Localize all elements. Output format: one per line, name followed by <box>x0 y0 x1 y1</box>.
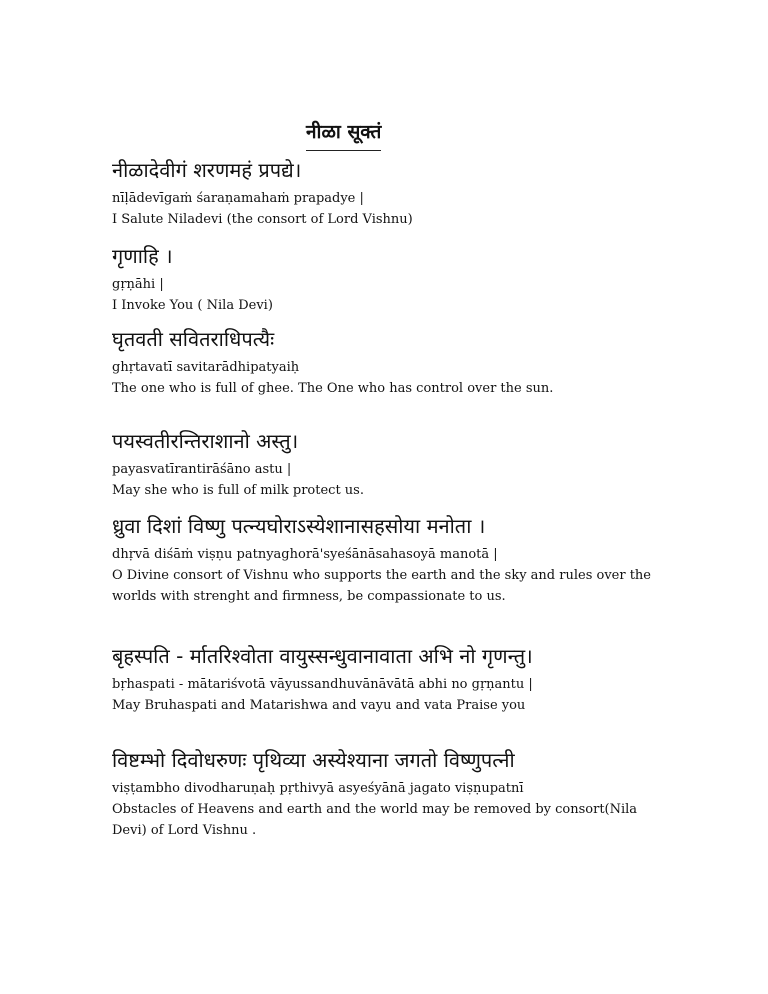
verse-devanagari: गृणाहि । <box>112 244 173 268</box>
verse-translation: I Invoke You ( Nila Devi) <box>112 298 273 313</box>
verse-4 <box>112 428 672 501</box>
verse-6 <box>112 643 672 716</box>
verse-5 <box>112 513 672 607</box>
verse-devanagari: घृतवती सवितराधिपत्यैः <box>112 327 275 351</box>
verse-devanagari: नीळादेवीगं शरणमहं प्रपद्ये। <box>112 158 302 182</box>
document-title: नीळा सूक्तं <box>306 118 381 151</box>
verse-transliteration: viṣṭambho divodharuṇaḥ pṛthivyā asyeśyānā jagato viṣṇupatnī <box>112 781 524 796</box>
verse-transliteration: gṛṇāhi | <box>112 277 164 292</box>
verse-translation: May she who is full of milk protect us. <box>112 483 364 498</box>
verse-2 <box>112 243 672 316</box>
verse-transliteration: payasvatīrantirāśāno astu | <box>112 462 292 477</box>
verse-transliteration: dhṛvā diśāṁ viṣṇu patnyaghorā'syeśānāsahasoyā manotā | <box>112 547 498 562</box>
verse-1 <box>112 157 672 230</box>
verse-devanagari: विष्टम्भो दिवोधरुणः पृथिव्या अस्येश्याना जगतो विष्णुपत्नी <box>112 748 515 772</box>
verse-transliteration: nīḷādevīgaṁ śaraṇamahaṁ prapadye | <box>112 191 364 206</box>
verse-7 <box>112 747 672 841</box>
verse-translation: May Bruhaspati and Matarishwa and vayu and vata Praise you <box>112 698 526 713</box>
verse-3 <box>112 326 672 399</box>
verse-devanagari: ध्रुवा दिशां विष्णु पत्न्यघोराऽस्येशानासहसोया मनोता । <box>112 514 486 538</box>
verse-translation: Obstacles of Heavens and earth and the world may be removed by consort(Nila Devi) of Lord Vishnu . <box>112 802 638 838</box>
verse-translation: O Divine consort of Vishnu who supports the earth and the sky and rules over the worlds with strenght and firmness, be compassionate to us. <box>112 568 651 604</box>
verse-translation: I Salute Niladevi (the consort of Lord Vishnu) <box>112 212 413 227</box>
verse-transliteration: ghṛtavatī savitarādhipatyaiḥ <box>112 360 300 375</box>
verse-devanagari: बृहस्पति - र्मातरिश्वोता वायुस्सन्धुवानावाता अभि नो गृणन्तु। <box>112 644 533 668</box>
verse-translation: The one who is full of ghee. The One who has control over the sun. <box>112 381 554 396</box>
verse-transliteration: bṛhaspati - mātariśvotā vāyussandhuvānāvātā abhi no gṛṇantu | <box>112 677 533 692</box>
verse-devanagari: पयस्वतीरन्तिराशानो अस्तु। <box>112 429 299 453</box>
